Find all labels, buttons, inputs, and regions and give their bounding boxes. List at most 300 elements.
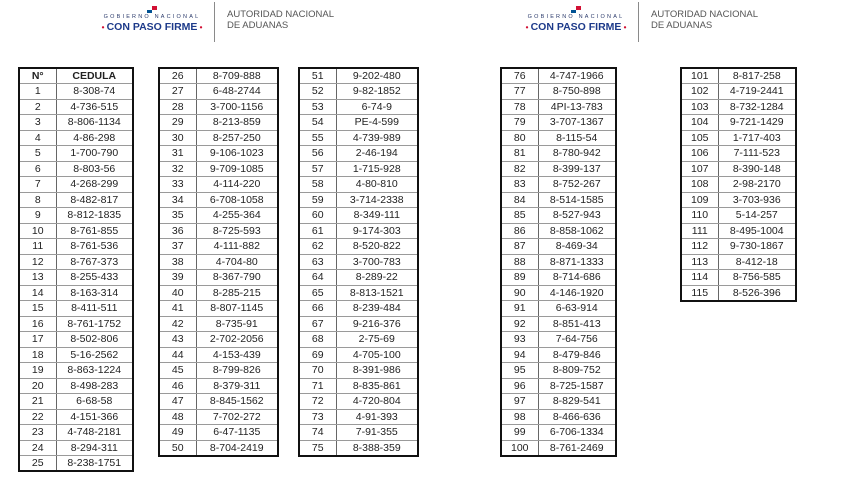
cedula-value: 6-47-1135 <box>196 425 278 441</box>
cedula-value: 9-730-1867 <box>718 239 796 255</box>
table-row <box>19 223 133 239</box>
row-number: 76 <box>501 68 538 84</box>
row-number: 111 <box>681 223 718 239</box>
table-row <box>501 161 616 177</box>
row-number: 113 <box>681 254 718 270</box>
cedula-value: 4-255-364 <box>196 208 278 224</box>
cedula-value: 8-411-511 <box>56 301 133 317</box>
row-number: 91 <box>501 301 538 317</box>
cedula-value: 8-527-943 <box>538 208 616 224</box>
cedula-value: 4-153-439 <box>196 347 278 363</box>
row-number: 31 <box>159 146 196 162</box>
cedula-value: 1-715-928 <box>336 161 418 177</box>
table-row <box>299 440 418 456</box>
table-row <box>19 239 133 255</box>
row-number: 105 <box>681 130 718 146</box>
row-number: 58 <box>299 177 336 193</box>
cedula-value: 4-114-220 <box>196 177 278 193</box>
cedula-value: 6-708-1058 <box>196 192 278 208</box>
table-row <box>501 332 616 348</box>
table-row <box>19 208 133 224</box>
table-row <box>299 192 418 208</box>
cedula-value: 7-111-523 <box>718 146 796 162</box>
cedula-value: 8-115-54 <box>538 130 616 146</box>
table-row <box>159 68 278 84</box>
row-number: 37 <box>159 239 196 255</box>
table-row <box>19 301 133 317</box>
row-number: 86 <box>501 223 538 239</box>
table-row <box>19 394 133 410</box>
table-row <box>501 394 616 410</box>
table-row <box>19 456 133 472</box>
panama-flag-icon <box>571 6 581 13</box>
row-number: 101 <box>681 68 718 84</box>
row-number: 59 <box>299 192 336 208</box>
row-number: 66 <box>299 301 336 317</box>
cedula-value: 1-700-790 <box>56 146 133 162</box>
row-number: 109 <box>681 192 718 208</box>
table-row <box>299 68 418 84</box>
table-row <box>299 223 418 239</box>
row-number: 12 <box>19 254 56 270</box>
row-number: 96 <box>501 378 538 394</box>
table-row <box>299 285 418 301</box>
table-row <box>159 425 278 441</box>
cedula-value: 8-817-258 <box>718 68 796 84</box>
row-number: 11 <box>19 239 56 255</box>
row-number: 69 <box>299 347 336 363</box>
table-row <box>159 177 278 193</box>
cedula-value: 8-845-1562 <box>196 394 278 410</box>
table-row <box>159 239 278 255</box>
table-row <box>159 84 278 100</box>
column-header-number: N° <box>19 68 56 84</box>
cedula-value: 8-704-2419 <box>196 440 278 456</box>
table-row <box>159 378 278 394</box>
table-row <box>19 316 133 332</box>
row-number: 38 <box>159 254 196 270</box>
table-row <box>19 270 133 286</box>
table-row <box>159 316 278 332</box>
row-number: 14 <box>19 285 56 301</box>
table-row <box>681 192 796 208</box>
cedula-value: 8-285-215 <box>196 285 278 301</box>
cedula-value: 8-255-433 <box>56 270 133 286</box>
row-number: 4 <box>19 130 56 146</box>
table-row <box>159 409 278 425</box>
table-row <box>681 254 796 270</box>
column-header-cedula: CEDULA <box>56 68 133 84</box>
row-number: 74 <box>299 425 336 441</box>
row-number: 98 <box>501 409 538 425</box>
cedula-value: 9-216-376 <box>336 316 418 332</box>
cedula-value: 9-721-1429 <box>718 115 796 131</box>
cedula-value: 2-98-2170 <box>718 177 796 193</box>
row-number: 47 <box>159 394 196 410</box>
cedula-value: 7-702-272 <box>196 409 278 425</box>
cedula-value: 3-703-936 <box>718 192 796 208</box>
row-number: 51 <box>299 68 336 84</box>
table-row <box>19 254 133 270</box>
row-number: 93 <box>501 332 538 348</box>
cedula-value: 8-709-888 <box>196 68 278 84</box>
table-row <box>681 68 796 84</box>
cedula-value: 2-46-194 <box>336 146 418 162</box>
agency-line2: DE ADUANAS <box>227 20 289 31</box>
row-number: 57 <box>299 161 336 177</box>
table-row <box>501 177 616 193</box>
cedula-value: 8-479-846 <box>538 347 616 363</box>
row-number: 55 <box>299 130 336 146</box>
cedula-value: 8-388-359 <box>336 440 418 456</box>
table-row <box>501 208 616 224</box>
cedula-value: 8-725-593 <box>196 223 278 239</box>
table-row <box>19 347 133 363</box>
table-row <box>159 161 278 177</box>
row-number: 90 <box>501 285 538 301</box>
table-row <box>159 301 278 317</box>
row-number: 63 <box>299 254 336 270</box>
row-number: 112 <box>681 239 718 255</box>
row-number: 19 <box>19 363 56 379</box>
cedula-value: 9-106-1023 <box>196 146 278 162</box>
row-number: 87 <box>501 239 538 255</box>
table-row <box>501 409 616 425</box>
cedula-value: 8-835-861 <box>336 378 418 394</box>
cedula-value: 5-14-257 <box>718 208 796 224</box>
row-number: 48 <box>159 409 196 425</box>
table-row <box>299 270 418 286</box>
row-number: 8 <box>19 192 56 208</box>
table-row <box>681 84 796 100</box>
table-row <box>19 177 133 193</box>
row-number: 3 <box>19 115 56 131</box>
table-row <box>681 99 796 115</box>
cedula-value: 9-174-303 <box>336 223 418 239</box>
table-row <box>19 409 133 425</box>
row-number: 46 <box>159 378 196 394</box>
row-number: 107 <box>681 161 718 177</box>
table-row <box>681 161 796 177</box>
row-number: 44 <box>159 347 196 363</box>
table-row <box>501 223 616 239</box>
row-number: 16 <box>19 316 56 332</box>
table-row <box>501 239 616 255</box>
row-number: 61 <box>299 223 336 239</box>
table-row <box>159 394 278 410</box>
row-number: 28 <box>159 99 196 115</box>
row-number: 56 <box>299 146 336 162</box>
row-number: 89 <box>501 270 538 286</box>
row-number: 26 <box>159 68 196 84</box>
cedula-value: 4-268-299 <box>56 177 133 193</box>
cedula-value: 8-863-1224 <box>56 363 133 379</box>
cedula-value: 4-739-989 <box>336 130 418 146</box>
cedula-value: 8-761-2469 <box>538 440 616 456</box>
cedula-value: 4PI-13-783 <box>538 99 616 115</box>
divider <box>214 2 215 42</box>
cedula-value: 4-720-804 <box>336 394 418 410</box>
table-row <box>159 146 278 162</box>
cedula-value: 8-238-1751 <box>56 456 133 472</box>
table-row <box>501 285 616 301</box>
row-number: 97 <box>501 394 538 410</box>
row-number: 71 <box>299 378 336 394</box>
table-row <box>19 146 133 162</box>
cedula-value: 8-399-137 <box>538 161 616 177</box>
cedula-value: 6-48-2744 <box>196 84 278 100</box>
row-number: 99 <box>501 425 538 441</box>
table-row <box>299 115 418 131</box>
cedula-value: 8-257-250 <box>196 130 278 146</box>
table-row <box>681 115 796 131</box>
cedula-value: 7-91-355 <box>336 425 418 441</box>
gobierno-logo <box>96 0 208 33</box>
row-number: 35 <box>159 208 196 224</box>
cedula-value: 8-495-1004 <box>718 223 796 239</box>
row-number: 85 <box>501 208 538 224</box>
row-number: 106 <box>681 146 718 162</box>
table-row <box>501 440 616 456</box>
table-row <box>19 99 133 115</box>
row-number: 103 <box>681 99 718 115</box>
row-number: 80 <box>501 130 538 146</box>
table-row <box>19 440 133 456</box>
row-number: 72 <box>299 394 336 410</box>
cedula-value: 8-391-986 <box>336 363 418 379</box>
row-number: 104 <box>681 115 718 131</box>
cedula-value: 8-163-314 <box>56 285 133 301</box>
row-number: 42 <box>159 316 196 332</box>
row-number: 32 <box>159 161 196 177</box>
table-row <box>299 161 418 177</box>
row-number: 27 <box>159 84 196 100</box>
cedula-value: 8-806-1134 <box>56 115 133 131</box>
table-row <box>299 146 418 162</box>
table-row <box>159 192 278 208</box>
table-row <box>681 177 796 193</box>
row-number: 18 <box>19 347 56 363</box>
table-row <box>299 409 418 425</box>
cedula-value: 8-858-1062 <box>538 223 616 239</box>
table-row <box>159 208 278 224</box>
table-row <box>19 130 133 146</box>
row-number: 94 <box>501 347 538 363</box>
table-row <box>299 425 418 441</box>
table-row <box>681 208 796 224</box>
cedula-value: 8-289-22 <box>336 270 418 286</box>
cedula-value: 8-349-111 <box>336 208 418 224</box>
cedula-value: 3-700-783 <box>336 254 418 270</box>
row-number: 45 <box>159 363 196 379</box>
cedula-value: 8-390-148 <box>718 161 796 177</box>
table-row <box>19 84 133 100</box>
table-row <box>299 316 418 332</box>
table-row <box>681 270 796 286</box>
agency-line1: AUTORIDAD NACIONAL <box>227 9 334 20</box>
table-row <box>19 363 133 379</box>
cedula-value: 8-412-18 <box>718 254 796 270</box>
slogan: • CON PASO FIRME • <box>101 21 203 33</box>
cedula-value: 4-151-366 <box>56 409 133 425</box>
gobierno-nacional-text: GOBIERNO NACIONAL <box>527 14 625 20</box>
row-number: 92 <box>501 316 538 332</box>
row-number: 75 <box>299 440 336 456</box>
cedula-value: 3-707-1367 <box>538 115 616 131</box>
table-row <box>501 84 616 100</box>
row-number: 102 <box>681 84 718 100</box>
table-row <box>159 332 278 348</box>
header-left <box>96 0 334 48</box>
row-number: 34 <box>159 192 196 208</box>
row-number: 100 <box>501 440 538 456</box>
table-row <box>19 425 133 441</box>
cedula-value: 8-732-1284 <box>718 99 796 115</box>
row-number: 43 <box>159 332 196 348</box>
cedula-table-2 <box>158 67 279 457</box>
table-row <box>299 130 418 146</box>
cedula-value: 8-761-855 <box>56 223 133 239</box>
row-number: 82 <box>501 161 538 177</box>
row-number: 78 <box>501 99 538 115</box>
row-number: 2 <box>19 99 56 115</box>
cedula-value: 6-74-9 <box>336 99 418 115</box>
cedula-value: 3-700-1156 <box>196 99 278 115</box>
table-row <box>501 347 616 363</box>
row-number: 64 <box>299 270 336 286</box>
cedula-value: 4-146-1920 <box>538 285 616 301</box>
cedula-value: 4-80-810 <box>336 177 418 193</box>
table-row <box>501 254 616 270</box>
row-number: 33 <box>159 177 196 193</box>
row-number: 62 <box>299 239 336 255</box>
table-row <box>681 146 796 162</box>
table-row <box>19 285 133 301</box>
row-number: 108 <box>681 177 718 193</box>
cedula-value: 4-86-298 <box>56 130 133 146</box>
row-number: 36 <box>159 223 196 239</box>
row-number: 73 <box>299 409 336 425</box>
table-row <box>159 130 278 146</box>
row-number: 17 <box>19 332 56 348</box>
table-row <box>159 223 278 239</box>
cedula-value: 8-807-1145 <box>196 301 278 317</box>
table-row <box>501 301 616 317</box>
header-right <box>520 0 758 48</box>
cedula-value: 8-482-817 <box>56 192 133 208</box>
cedula-table-1 <box>18 67 134 472</box>
cedula-value: 8-767-373 <box>56 254 133 270</box>
table-row <box>299 239 418 255</box>
table-row <box>159 347 278 363</box>
table-row <box>501 115 616 131</box>
cedula-value: 4-719-2441 <box>718 84 796 100</box>
agency-name <box>651 0 758 31</box>
cedula-value: 4-704-80 <box>196 254 278 270</box>
table-row <box>299 394 418 410</box>
row-number: 84 <box>501 192 538 208</box>
row-number: 53 <box>299 99 336 115</box>
cedula-value: 3-714-2338 <box>336 192 418 208</box>
table-row <box>299 301 418 317</box>
cedula-table-4 <box>500 67 617 457</box>
row-number: 52 <box>299 84 336 100</box>
table-row <box>681 223 796 239</box>
cedula-value: 6-68-58 <box>56 394 133 410</box>
table-row <box>159 363 278 379</box>
row-number: 68 <box>299 332 336 348</box>
row-number: 77 <box>501 84 538 100</box>
row-number: 5 <box>19 146 56 162</box>
cedula-value: 9-709-1085 <box>196 161 278 177</box>
table-row <box>299 347 418 363</box>
cedula-value: 8-213-859 <box>196 115 278 131</box>
table-row <box>501 378 616 394</box>
cedula-value: 8-813-1521 <box>336 285 418 301</box>
cedula-value: 4-91-393 <box>336 409 418 425</box>
cedula-value: 1-717-403 <box>718 130 796 146</box>
row-number: 60 <box>299 208 336 224</box>
table-row <box>19 332 133 348</box>
table-row <box>299 99 418 115</box>
row-number: 54 <box>299 115 336 131</box>
table-row <box>159 115 278 131</box>
row-number: 83 <box>501 177 538 193</box>
row-number: 21 <box>19 394 56 410</box>
table-row <box>501 270 616 286</box>
cedula-value: 8-829-541 <box>538 394 616 410</box>
cedula-value: 7-64-756 <box>538 332 616 348</box>
table-row <box>159 440 278 456</box>
row-number: 50 <box>159 440 196 456</box>
slogan-text: CON PASO FIRME <box>106 21 198 33</box>
cedula-value: 8-725-1587 <box>538 378 616 394</box>
cedula-value: 8-308-74 <box>56 84 133 100</box>
row-number: 41 <box>159 301 196 317</box>
cedula-value: 8-750-898 <box>538 84 616 100</box>
cedula-value: 9-82-1852 <box>336 84 418 100</box>
row-number: 49 <box>159 425 196 441</box>
table-row <box>299 208 418 224</box>
gobierno-logo <box>520 0 632 33</box>
cedula-value: 4-111-882 <box>196 239 278 255</box>
row-number: 95 <box>501 363 538 379</box>
row-number: 24 <box>19 440 56 456</box>
row-number: 6 <box>19 161 56 177</box>
row-number: 115 <box>681 285 718 301</box>
cedula-table-5 <box>680 67 797 302</box>
row-number: 79 <box>501 115 538 131</box>
cedula-value: 8-514-1585 <box>538 192 616 208</box>
table-header-row <box>19 68 133 84</box>
row-number: 114 <box>681 270 718 286</box>
cedula-value: 4-705-100 <box>336 347 418 363</box>
row-number: 25 <box>19 456 56 472</box>
row-number: 1 <box>19 84 56 100</box>
row-number: 65 <box>299 285 336 301</box>
cedula-value: 8-809-752 <box>538 363 616 379</box>
row-number: 110 <box>681 208 718 224</box>
row-number: 10 <box>19 223 56 239</box>
cedula-value: 8-803-56 <box>56 161 133 177</box>
cedula-value: 8-526-396 <box>718 285 796 301</box>
table-row <box>19 161 133 177</box>
table-row <box>159 270 278 286</box>
table-row <box>501 425 616 441</box>
cedula-value: 8-851-413 <box>538 316 616 332</box>
table-row <box>501 99 616 115</box>
cedula-value: 8-294-311 <box>56 440 133 456</box>
